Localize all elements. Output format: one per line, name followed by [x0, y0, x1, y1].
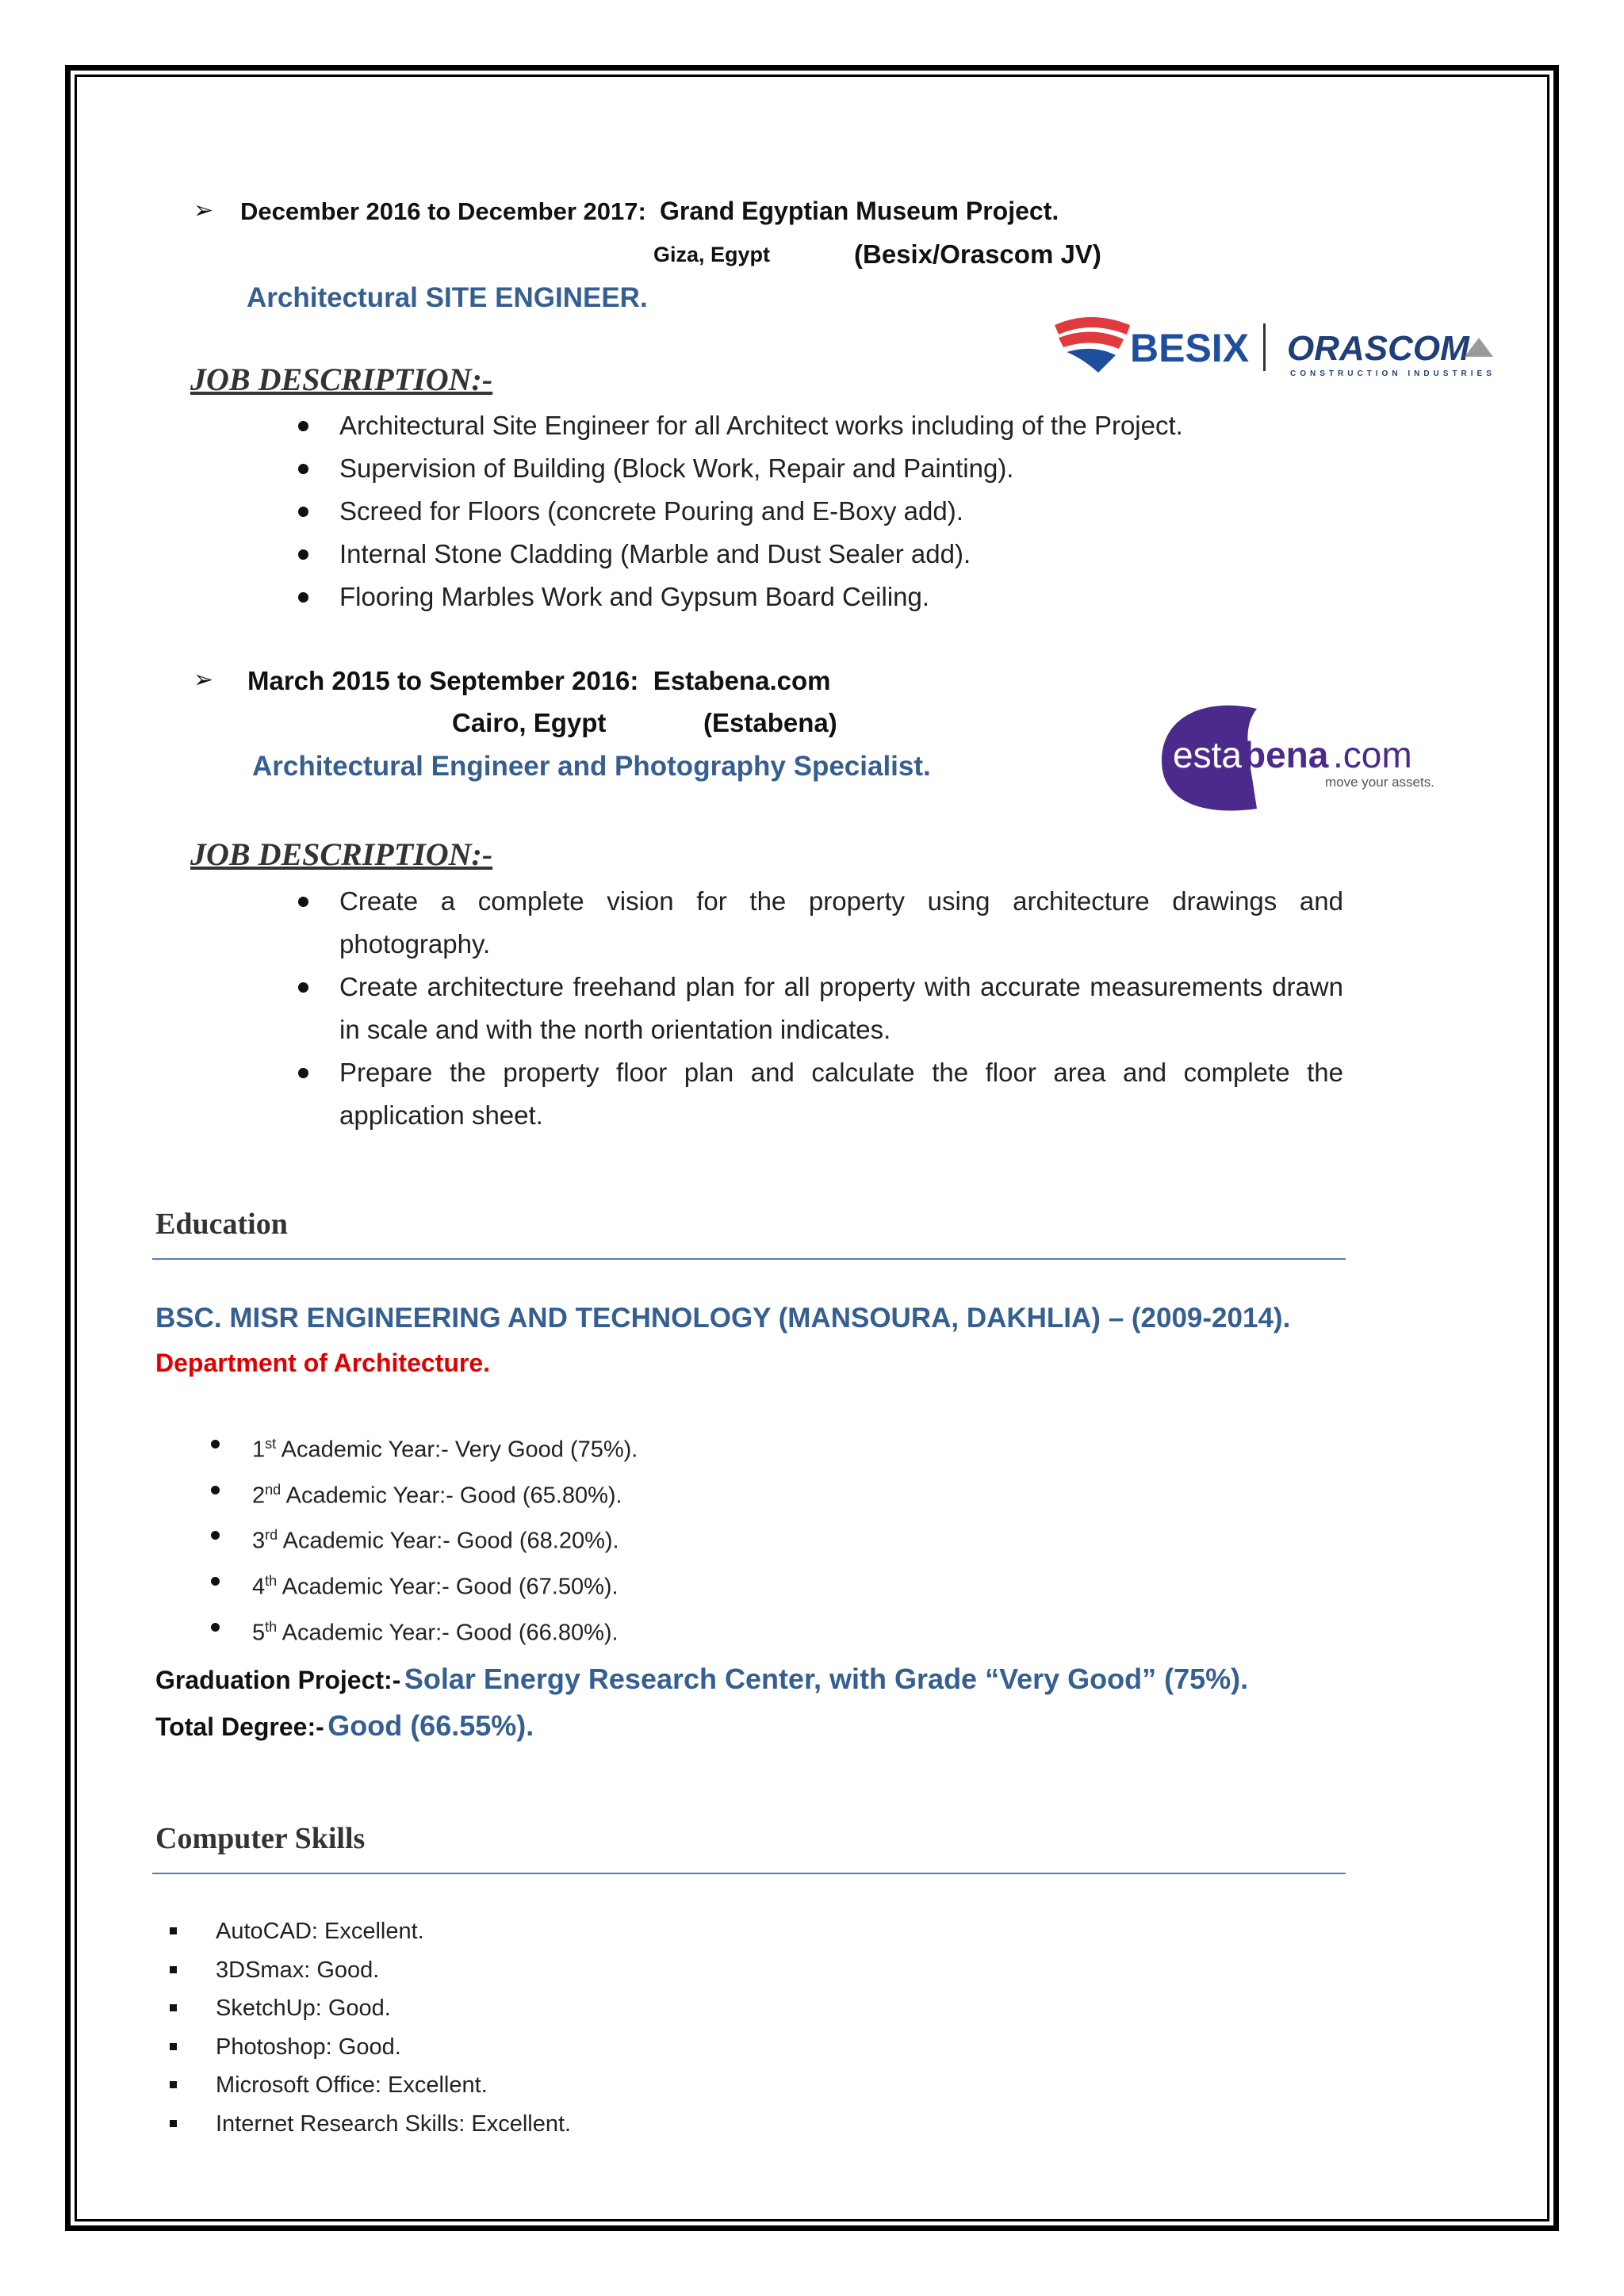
bullet-dot-icon	[298, 549, 308, 560]
bullet-dot-icon	[211, 1623, 220, 1632]
graduation-project-label: Graduation Project:-	[155, 1666, 401, 1694]
bullet-dot-icon	[211, 1440, 220, 1448]
bullet-dot-icon	[211, 1577, 220, 1586]
list-item: 3DSmax: Good.	[216, 1951, 571, 1990]
department-label: Department of Architecture.	[155, 1349, 490, 1377]
job2-heading	[247, 666, 830, 696]
job1-description-heading: JOB DESCRIPTION:-	[190, 362, 493, 397]
job1-heading	[240, 197, 1059, 226]
arrow-bullet-icon: ➢	[193, 197, 214, 224]
square-bullet-icon	[170, 1966, 177, 1973]
bullet-dot-icon	[298, 1068, 308, 1078]
besix-emblem-icon	[1055, 317, 1130, 373]
estabena-logo-tagline: move your assets.	[1325, 775, 1434, 790]
bullet-dot-icon	[298, 464, 308, 474]
list-item: Flooring Marbles Work and Gypsum Board Ceiling.	[339, 576, 1343, 618]
list-item: 1st Academic Year:- Very Good (75%).	[252, 1424, 638, 1470]
list-item: 4th Academic Year:- Good (67.50%).	[252, 1561, 638, 1607]
total-degree-label: Total Degree:-	[155, 1712, 324, 1741]
job2-duty-list	[339, 880, 1343, 1137]
besix-orascom-logo	[1051, 311, 1511, 390]
bullet-dot-icon	[211, 1486, 220, 1494]
list-item: Supervision of Building (Block Work, Repair and Painting).	[339, 447, 1343, 490]
total-degree-value: Good (66.55%).	[327, 1709, 534, 1742]
section-divider	[152, 1258, 1346, 1260]
computer-skills-heading: Computer Skills	[155, 1822, 366, 1855]
job2-location: Cairo, Egypt	[452, 708, 607, 737]
list-item: Architectural Site Engineer for all Architect works including of the Project.	[339, 404, 1343, 447]
orascom-logo-subtext: CONSTRUCTION INDUSTRIES	[1290, 369, 1496, 378]
bullet-dot-icon	[298, 507, 308, 517]
estabena-logo-part1: esta	[1173, 734, 1242, 775]
list-item: Prepare the property floor plan and calculate the floor area and complete the application sheet.	[339, 1051, 1343, 1137]
orascom-logo-text: ORASCOM	[1287, 329, 1469, 368]
square-bullet-icon	[170, 2004, 177, 2011]
besix-logo-text: BESIX	[1130, 326, 1250, 370]
education-heading: Education	[155, 1207, 288, 1241]
square-bullet-icon	[170, 2120, 177, 2127]
total-degree	[155, 1709, 534, 1743]
estabena-logo-part2: bena	[1243, 734, 1329, 775]
square-bullet-icon	[170, 1927, 177, 1934]
job1-period: December 2016 to December 2017:	[240, 197, 646, 225]
bullet-dot-icon	[298, 897, 308, 907]
square-bullet-icon	[170, 2043, 177, 2050]
estabena-logo	[1154, 698, 1447, 817]
job1-project: Grand Egyptian Museum Project.	[660, 197, 1059, 225]
degree-title: BSC. MISR ENGINEERING AND TECHNOLOGY (MANSOURA, DAKHLIA) – (2009-2014).	[155, 1303, 1291, 1334]
job1-company: (Besix/Orascom JV)	[854, 239, 1101, 269]
job1-location: Giza, Egypt	[653, 243, 771, 266]
bullet-dot-icon	[298, 982, 308, 993]
job2-project: Estabena.com	[653, 666, 831, 695]
section-divider	[152, 1873, 1346, 1874]
job2-period: March 2015 to September 2016:	[247, 666, 639, 695]
list-item: Internet Research Skills: Excellent.	[216, 2105, 571, 2144]
list-item: 2nd Academic Year:- Good (65.80%).	[252, 1470, 638, 1516]
job2-title: Architectural Engineer and Photography Specialist.	[252, 751, 931, 782]
list-item: Screed for Floors (concrete Pouring and E-Boxy add).	[339, 490, 1343, 533]
square-bullet-icon	[170, 2081, 177, 2088]
academic-year-list	[252, 1424, 638, 1652]
list-item: Microsoft Office: Excellent.	[216, 2066, 571, 2105]
graduation-project-value: Solar Energy Research Center, with Grade “Very Good” (75%).	[404, 1663, 1249, 1695]
list-item: SketchUp: Good.	[216, 1989, 571, 2028]
job2-description-heading: JOB DESCRIPTION:-	[190, 836, 493, 872]
list-item: AutoCAD: Excellent.	[216, 1912, 571, 1951]
list-item: Photoshop: Good.	[216, 2028, 571, 2067]
graduation-project	[155, 1663, 1248, 1696]
arrow-bullet-icon: ➢	[193, 667, 214, 693]
list-item: 5th Academic Year:- Good (66.80%).	[252, 1607, 638, 1653]
bullet-dot-icon	[298, 421, 308, 431]
skills-list	[216, 1912, 571, 2143]
estabena-logo-part3: .com	[1333, 734, 1412, 775]
list-item: Create architecture freehand plan for all property with accurate measurements drawn in scale and with the north orientation indicates.	[339, 966, 1343, 1051]
job2-company: (Estabena)	[703, 708, 837, 737]
list-item: Internal Stone Cladding (Marble and Dust Sealer add).	[339, 533, 1343, 576]
list-item: Create a complete vision for the property using architecture drawings and photography.	[339, 880, 1343, 966]
job1-duty-list	[339, 404, 1343, 618]
list-item: 3rd Academic Year:- Good (68.20%).	[252, 1515, 638, 1561]
job1-title: Architectural SITE ENGINEER.	[247, 282, 648, 313]
bullet-dot-icon	[298, 592, 308, 603]
